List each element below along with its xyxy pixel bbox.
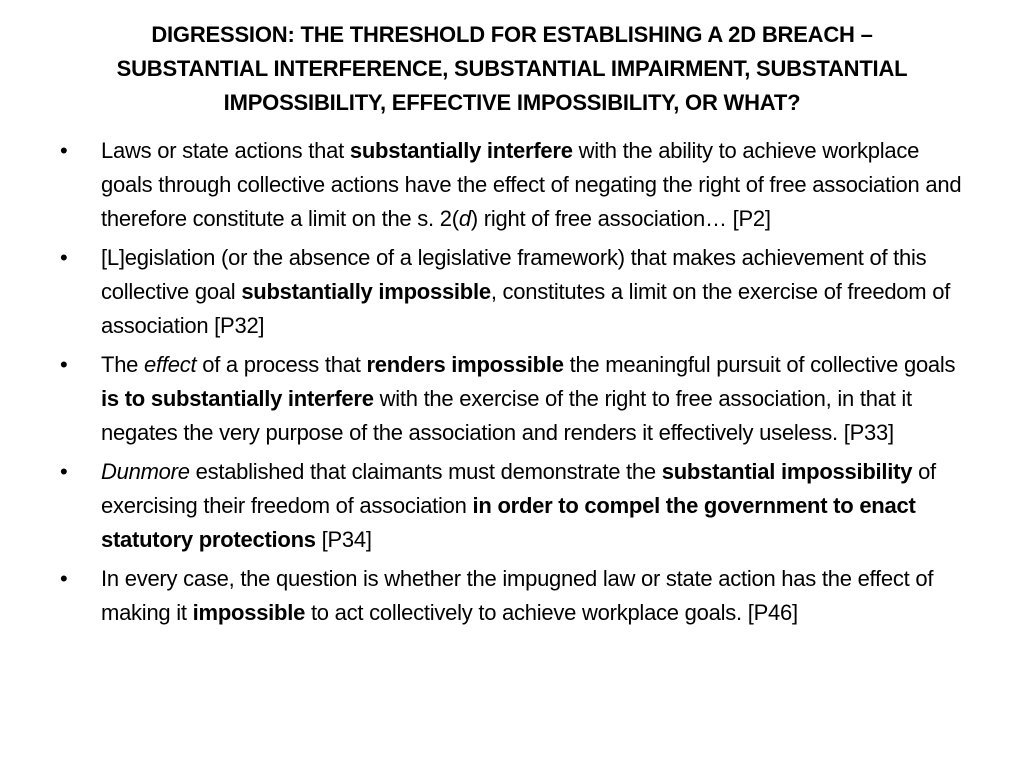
text-run: Laws or state actions that xyxy=(101,138,350,163)
text-run: , constitutes a limit on the exercise of freedom of association [P32] xyxy=(101,279,951,338)
text-run: The xyxy=(101,352,145,377)
text-run: with the exercise of the right to free association, in that it negates the very purpose of the association and renders it effectively useless. [P33] xyxy=(101,386,912,445)
bullet-item xyxy=(60,348,965,450)
bullet-icon: • xyxy=(60,138,68,163)
bullet-icon: • xyxy=(60,352,68,377)
emphasis-bold: substantially interfere xyxy=(349,138,573,163)
text-run: with the ability to achieve workplace goals through collective actions have the effect of negating the right of free association and therefore constitute a limit on the s. 2( xyxy=(101,138,962,231)
emphasis-bold: substantially impossible xyxy=(241,279,491,304)
text-run: the meaningful pursuit of collective goals xyxy=(563,352,956,377)
slide-title xyxy=(60,18,964,120)
bullet-item xyxy=(60,455,965,557)
emphasis-bold: substantial impossibility xyxy=(661,459,913,484)
bullet-text xyxy=(101,459,936,552)
text-run: established that claimants must demonstrate the xyxy=(189,459,662,484)
bullet-item xyxy=(60,562,965,630)
bullet-text xyxy=(101,352,955,445)
text-run: of exercising their freedom of association xyxy=(101,459,936,518)
title-line: DIGRESSION: THE THRESHOLD FOR ESTABLISHING A 2D BREACH – xyxy=(151,22,873,47)
text-run: In every case, the question is whether the impugned law or state action has the effect of making it xyxy=(101,566,934,625)
bullet-item xyxy=(60,134,965,236)
bullet-icon: • xyxy=(60,245,68,270)
bullet-icon: • xyxy=(60,566,68,591)
text-run: of a process that xyxy=(196,352,367,377)
bullet-icon: • xyxy=(60,459,68,484)
text-run: [L]egislation (or the absence of a legislative framework) that makes achievement of this collective goal xyxy=(101,245,927,304)
emphasis-italic: effect xyxy=(144,352,197,377)
title-line: SUBSTANTIAL INTERFERENCE, SUBSTANTIAL IMPAIRMENT, SUBSTANTIAL xyxy=(116,56,908,81)
emphasis-italic: Dunmore xyxy=(101,459,190,484)
emphasis-bold: is to substantially interfere xyxy=(101,386,374,411)
title-line: IMPOSSIBILITY, EFFECTIVE IMPOSSIBILITY, OR WHAT? xyxy=(223,90,801,115)
bullet-text xyxy=(101,245,950,338)
text-run: ) right of free association… [P2] xyxy=(470,206,771,231)
emphasis-bold: renders impossible xyxy=(366,352,564,377)
bullet-text xyxy=(101,566,933,625)
bullet-list xyxy=(60,134,965,635)
bullet-item xyxy=(60,241,965,343)
emphasis-bold: in order to compel the government to enact statutory protections xyxy=(101,493,916,552)
bullet-text xyxy=(101,138,961,231)
text-run: [P34] xyxy=(315,527,372,552)
emphasis-bold: impossible xyxy=(192,600,306,625)
text-run: to act collectively to achieve workplace goals. [P46] xyxy=(305,600,798,625)
emphasis-italic: d xyxy=(458,206,471,231)
